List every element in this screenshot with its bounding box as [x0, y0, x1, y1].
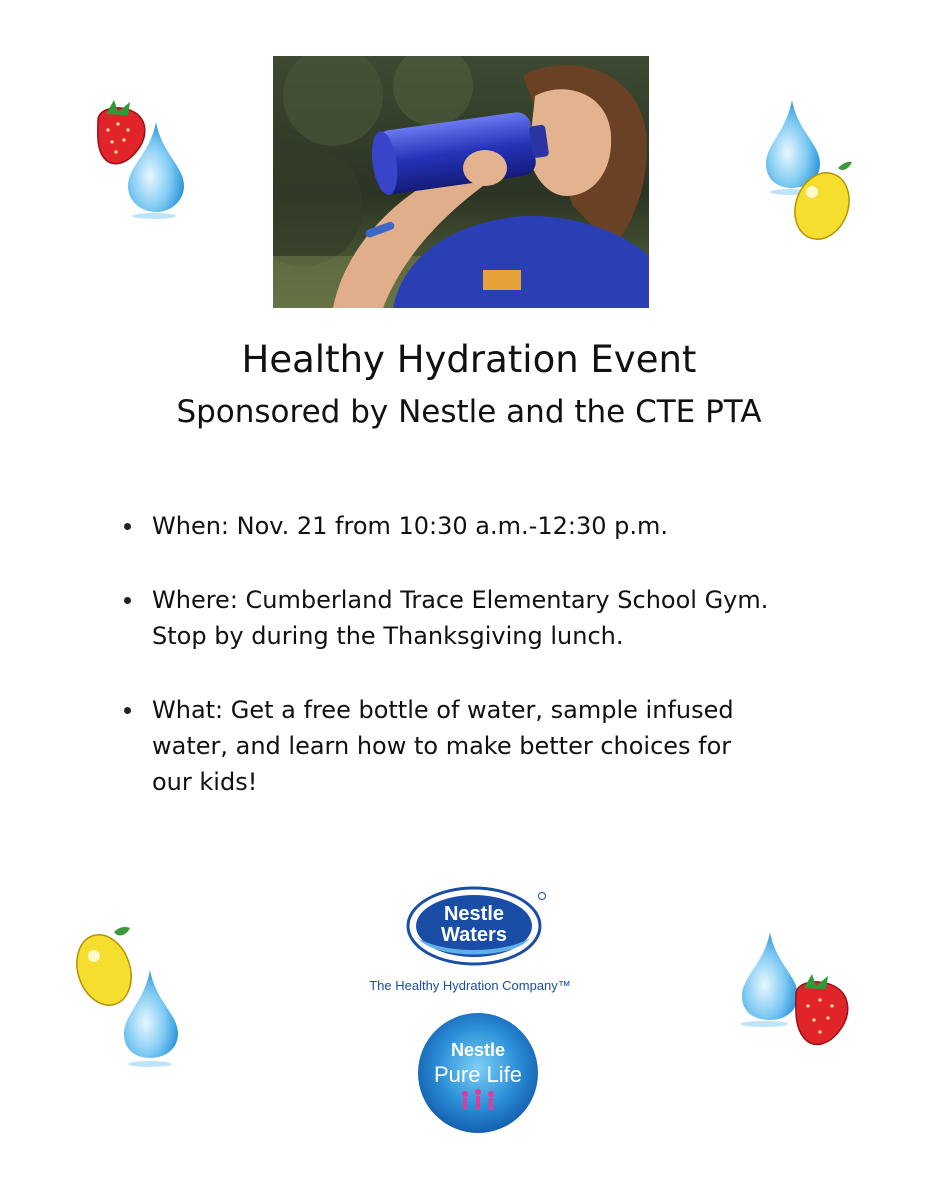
child-drinking-water-photo — [273, 56, 649, 308]
detail-when-text: When: Nov. 21 from 10:30 a.m.-12:30 p.m. — [152, 512, 668, 540]
strawberry-water-drop-icon — [86, 94, 196, 224]
detail-what-text-line3: our kids! — [152, 768, 258, 796]
detail-what-text: What: Get a free bottle of water, sample infused — [152, 696, 734, 724]
bullet-icon — [124, 707, 131, 714]
nestle-pure-life-logo — [415, 1010, 541, 1136]
pure-life-line1: Nestle — [450, 1040, 506, 1060]
lemon-water-drop-icon — [74, 922, 184, 1072]
people-figures-icon — [462, 1089, 494, 1110]
event-subtitle: Sponsored by Nestle and the CTE PTA — [176, 394, 762, 430]
nestle-waters-line2: Waters — [441, 924, 507, 946]
lemon-water-drop-icon — [760, 96, 860, 246]
detail-where — [118, 582, 858, 654]
pure-life-line2: Pure Life — [433, 1062, 523, 1087]
nestle-waters-logo — [404, 884, 550, 968]
nestle-waters-line1: Nestle — [443, 903, 505, 925]
event-details-list — [118, 508, 858, 838]
detail-where-text: Where: Cumberland Trace Elementary School Gym. — [152, 586, 769, 614]
detail-what — [118, 692, 858, 800]
detail-what-text-line2: water, and learn how to make better choices for — [152, 732, 732, 760]
detail-when — [118, 508, 858, 544]
bullet-icon — [124, 523, 131, 530]
strawberry-water-drop-icon — [730, 928, 860, 1058]
bullet-icon — [124, 597, 131, 604]
detail-where-text-line2: Stop by during the Thanksgiving lunch. — [152, 622, 624, 650]
nestle-tagline: The Healthy Hydration Company™ — [369, 978, 571, 993]
event-title: Healthy Hydration Event — [241, 338, 697, 381]
